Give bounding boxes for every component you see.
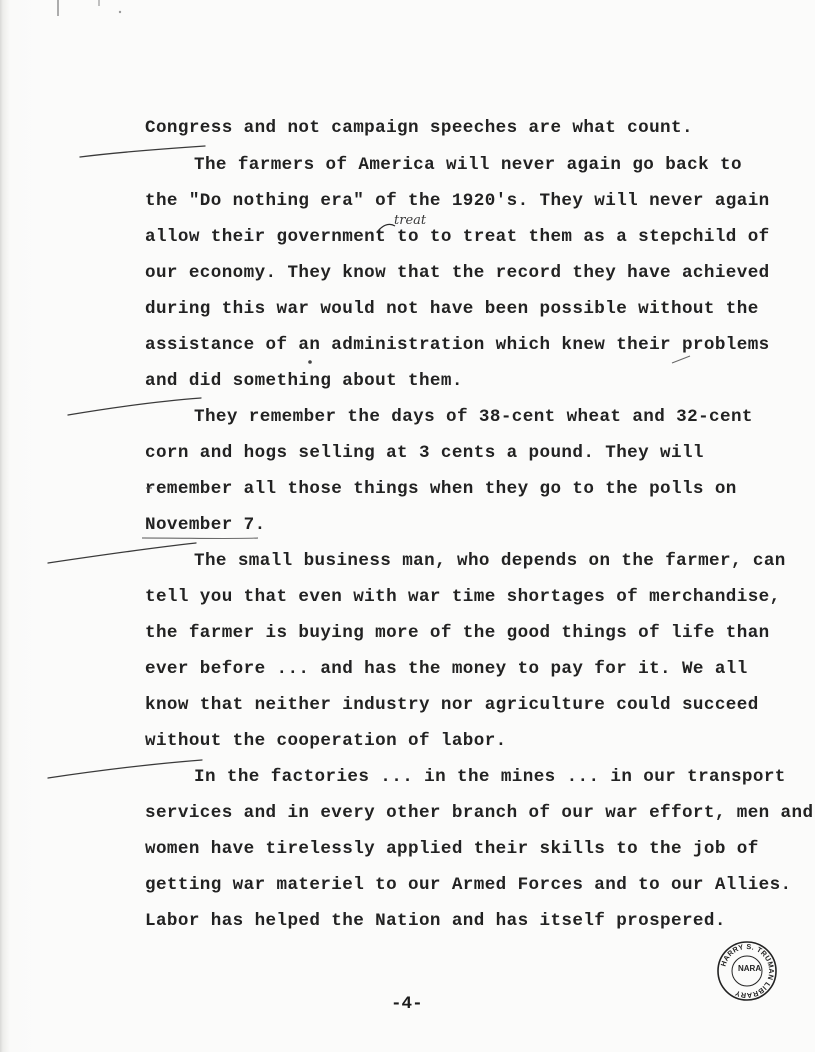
text-line: They remember the days of 38-cent wheat and 32-cent bbox=[194, 407, 753, 427]
text-line: the "Do nothing era" of the 1920's. They will never again bbox=[145, 191, 770, 211]
text-line: know that neither industry nor agriculture could succeed bbox=[145, 695, 759, 715]
text-line: and did something about them. bbox=[145, 371, 463, 391]
page-number: -4- bbox=[391, 994, 423, 1014]
text-line: the farmer is buying more of the good things of life than bbox=[145, 623, 770, 643]
stamp-center-text: NARA bbox=[738, 964, 762, 973]
text-line: The small business man, who depends on the farmer, can bbox=[194, 551, 786, 571]
margin-tick-mark bbox=[672, 356, 690, 363]
text-line: remember all those things when they go to the polls on bbox=[145, 479, 737, 499]
ink-dot bbox=[308, 360, 312, 364]
text-line: without the cooperation of labor. bbox=[145, 731, 507, 751]
text-line: Labor has helped the Nation and has itself prospered. bbox=[145, 911, 726, 931]
text-line: allow their government to to treat them as a stepchild of bbox=[145, 227, 770, 247]
text-line: corn and hogs selling at 3 cents a pound. They will bbox=[145, 443, 704, 463]
margin-pen-stroke bbox=[80, 146, 205, 157]
text-line: ever before ... and has the money to pay for it. We all bbox=[145, 659, 748, 679]
text-line: November 7. bbox=[145, 515, 266, 535]
text-line: services and in every other branch of our war effort, men and bbox=[145, 803, 814, 823]
text-line: our economy. They know that the record they have achieved bbox=[145, 263, 770, 283]
text-line: women have tirelessly applied their skills to the job of bbox=[145, 839, 759, 859]
text-line: assistance of an administration which knew their problems bbox=[145, 335, 770, 355]
handwritten-insert: treat bbox=[394, 213, 427, 228]
top-edge-marks bbox=[0, 0, 815, 30]
text-line: In the factories ... in the mines ... in our transport bbox=[194, 767, 786, 787]
text-line: The farmers of America will never again go back to bbox=[194, 155, 742, 175]
text-line: during this war would not have been possible without the bbox=[145, 299, 759, 319]
margin-pen-stroke bbox=[48, 543, 196, 563]
text-line: getting war materiel to our Armed Forces and to our Allies. bbox=[145, 875, 792, 895]
text-line: tell you that even with war time shortages of merchandise, bbox=[145, 587, 781, 607]
margin-pen-stroke bbox=[48, 760, 202, 778]
stamp-ring-text: HARRY S. TRUMAN LIBRARY bbox=[718, 941, 777, 1001]
text-line: Congress and not campaign speeches are what count. bbox=[145, 118, 693, 138]
margin-pen-stroke bbox=[68, 398, 201, 415]
